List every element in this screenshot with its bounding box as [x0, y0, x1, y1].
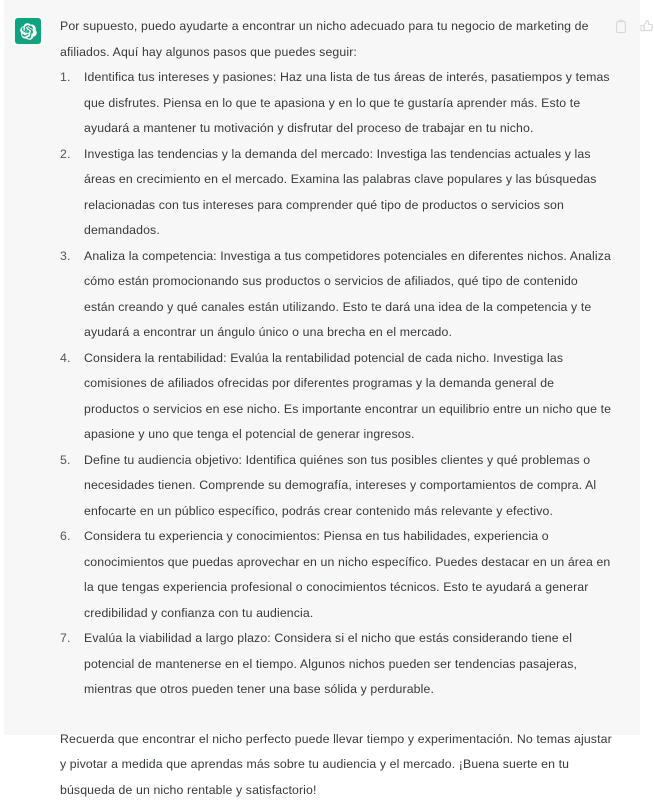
list-item: [60, 524, 612, 626]
thumbs-up-icon[interactable]: [640, 19, 654, 34]
list-item-text: Define tu audiencia objetivo: Identifica quiénes son tus posibles clientes y qué problemas o necesidades tienen. Comprende su demografía, intereses y comportamientos de compra. Al enfocarte en un público específico, podrás crear contenido más relevante y efectivo.: [84, 453, 596, 518]
list-item: [60, 626, 612, 703]
intro-paragraph: Por supuesto, puedo ayudarte a encontrar un nicho adecuado para tu negocio de marketing de afiliados. Aquí hay algunos pasos que puedes seguir:: [60, 14, 612, 65]
message-content: [60, 14, 612, 803]
list-item: [60, 142, 612, 244]
list-item-text: Considera la rentabilidad: Evalúa la rentabilidad potencial de cada nicho. Investiga las comisiones de afiliados ofrecidas por diferentes programas y la demanda general de productos o servicios en ese nicho. Es importante encontrar un equilibrio entre un nicho que te apasione y uno que tenga el potencial de generar ingresos.: [84, 351, 611, 442]
message-actions: [614, 19, 654, 34]
list-item-text: Analiza la competencia: Investiga a tus competidores potenciales en diferentes nichos. Analiza cómo están promocionando sus productos o servicios de afiliados, qué tipo de contenido están creando y qué canales están utilizando. Esto te dará una idea de la competencia y te ayudará a encontrar un ángulo único o una brecha en el mercado.: [84, 249, 611, 340]
list-item-text: Investiga las tendencias y la demanda del mercado: Investiga las tendencias actuales y las áreas en crecimiento en el mercado. Examina las palabras clave populares y las búsquedas relacionadas con tus intereses para comprender qué tipo de productos o servicios son demandados.: [84, 147, 597, 238]
steps-list: [60, 65, 612, 703]
list-item-text: Considera tu experiencia y conocimientos: Piensa en tus habilidades, experiencia o conocimientos que puedas aprovechar en un nicho específico. Puedes destacar en un área en la que tengas experiencia profesional o conocimientos técnicos. Esto te ayudará a generar credibilidad y confianza con tu audiencia.: [84, 529, 610, 620]
copy-icon[interactable]: [614, 19, 628, 34]
avatar: [15, 18, 41, 44]
list-item: [60, 65, 612, 142]
closing-paragraph: Recuerda que encontrar el nicho perfecto puede llevar tiempo y experimentación. No temas ajustar y pivotar a medida que aprendas más sobre tu audiencia y el mercado. ¡Buena suerte en tu búsqueda de un nicho rentable y satisfactorio!: [60, 727, 612, 803]
list-item: [60, 346, 612, 448]
openai-logo-icon: [20, 23, 37, 40]
list-item-text: Identifica tus intereses y pasiones: Haz una lista de tus áreas de interés, pasatiempos y temas que disfrutes. Piensa en lo que te apasiona y en lo que te gustaría aprender más. Esto te ayudará a mantener tu motivación y disfrutar del proceso de trabajar en tu nicho.: [84, 70, 610, 135]
list-item-text: Evalúa la viabilidad a largo plazo: Considera si el nicho que estás considerando tiene el potencial de mantenerse en el tiempo. Algunos nichos pueden ser tendencias pasajeras, mientras que otros pueden tener una base sólida y perdurable.: [84, 631, 577, 696]
list-item: [60, 448, 612, 525]
list-item: [60, 244, 612, 346]
